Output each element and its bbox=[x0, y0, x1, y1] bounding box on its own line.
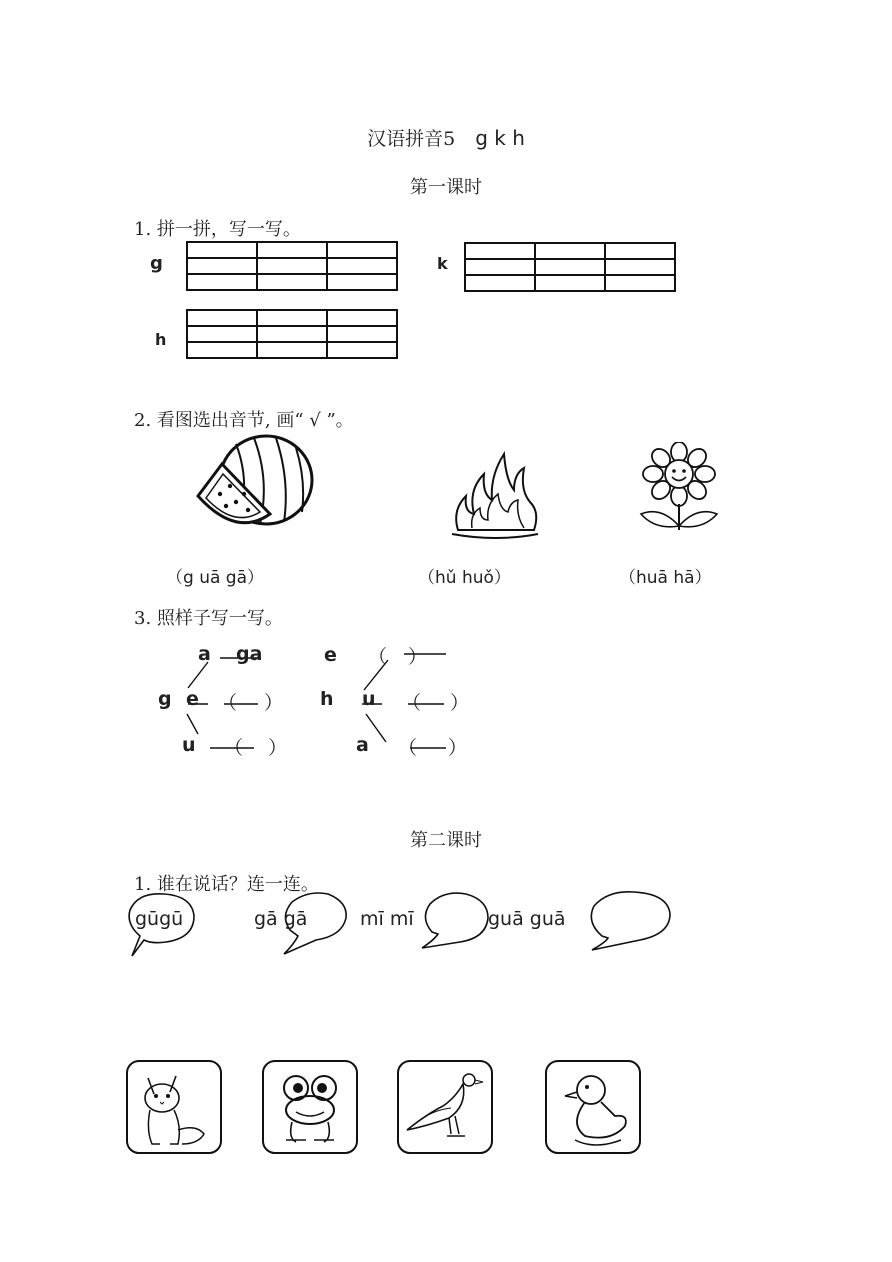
initial-h: h bbox=[320, 688, 334, 710]
paren-open-3[interactable]: （ bbox=[368, 646, 388, 668]
letter-h-label: h bbox=[155, 330, 167, 349]
title-letters: g k h bbox=[475, 126, 525, 150]
page-title bbox=[0, 124, 892, 151]
paren-open-1[interactable]: （ bbox=[218, 692, 238, 714]
paren-close-2: ） bbox=[268, 737, 288, 759]
sound-guagua[interactable]: guā guā bbox=[488, 908, 566, 930]
writing-grid-k[interactable] bbox=[464, 242, 676, 292]
title-text: 汉语拼音5 bbox=[367, 128, 456, 150]
duck-picture[interactable] bbox=[545, 1060, 641, 1154]
pigeon-picture[interactable] bbox=[397, 1060, 493, 1154]
writing-grid-g[interactable] bbox=[186, 241, 398, 291]
frog-picture[interactable] bbox=[262, 1060, 358, 1154]
paren-close-3: ） bbox=[408, 646, 428, 668]
paren-close-1: ） bbox=[264, 692, 284, 714]
option-watermelon[interactable]: （g uā gā） bbox=[166, 568, 264, 588]
paren-open-4[interactable]: （ bbox=[402, 692, 422, 714]
paren-open-2[interactable]: （ bbox=[224, 737, 244, 759]
paren-close-4: ） bbox=[450, 692, 470, 714]
flower-picture bbox=[635, 442, 723, 532]
section3-prompt: 3. 照样子写一写。 bbox=[134, 608, 283, 629]
paren-open-5[interactable]: （ bbox=[398, 737, 418, 759]
sound-gugu[interactable]: gūgū bbox=[135, 908, 184, 930]
sound-gaga[interactable]: gā gā bbox=[254, 908, 308, 930]
final-e-right: e bbox=[324, 644, 337, 666]
section1-prompt: 1. 拼一拼，写一写。 bbox=[134, 219, 301, 240]
cat-picture[interactable] bbox=[126, 1060, 222, 1154]
initial-g: g bbox=[158, 688, 172, 710]
writing-grid-h[interactable] bbox=[186, 309, 398, 359]
final-u-right: u bbox=[362, 688, 376, 710]
section2-prompt: 2. 看图选出音节, 画“ √ ”。 bbox=[134, 410, 354, 431]
final-e-left: e bbox=[186, 688, 199, 710]
option-fire[interactable]: （hǔ huǒ） bbox=[418, 568, 511, 588]
letter-g-label: g bbox=[150, 253, 163, 274]
final-a-right: a bbox=[356, 734, 369, 756]
option-flower[interactable]: （huā hā） bbox=[619, 568, 712, 588]
letter-k-label: k bbox=[437, 254, 448, 273]
sound-mimi[interactable]: mī mī bbox=[360, 908, 414, 930]
final-u-left: u bbox=[182, 734, 196, 756]
lesson2-prompt: 1. 谁在说话？连一连。 bbox=[134, 874, 319, 895]
fire-picture bbox=[448, 450, 543, 542]
final-a-example: a bbox=[198, 643, 211, 665]
paren-close-5: ） bbox=[448, 737, 468, 759]
example-answer-ga: ga bbox=[236, 643, 263, 665]
watermelon-picture bbox=[190, 432, 320, 542]
lesson-two-heading: 第二课时 bbox=[410, 830, 482, 851]
lesson-one-heading: 第一课时 bbox=[410, 177, 482, 198]
